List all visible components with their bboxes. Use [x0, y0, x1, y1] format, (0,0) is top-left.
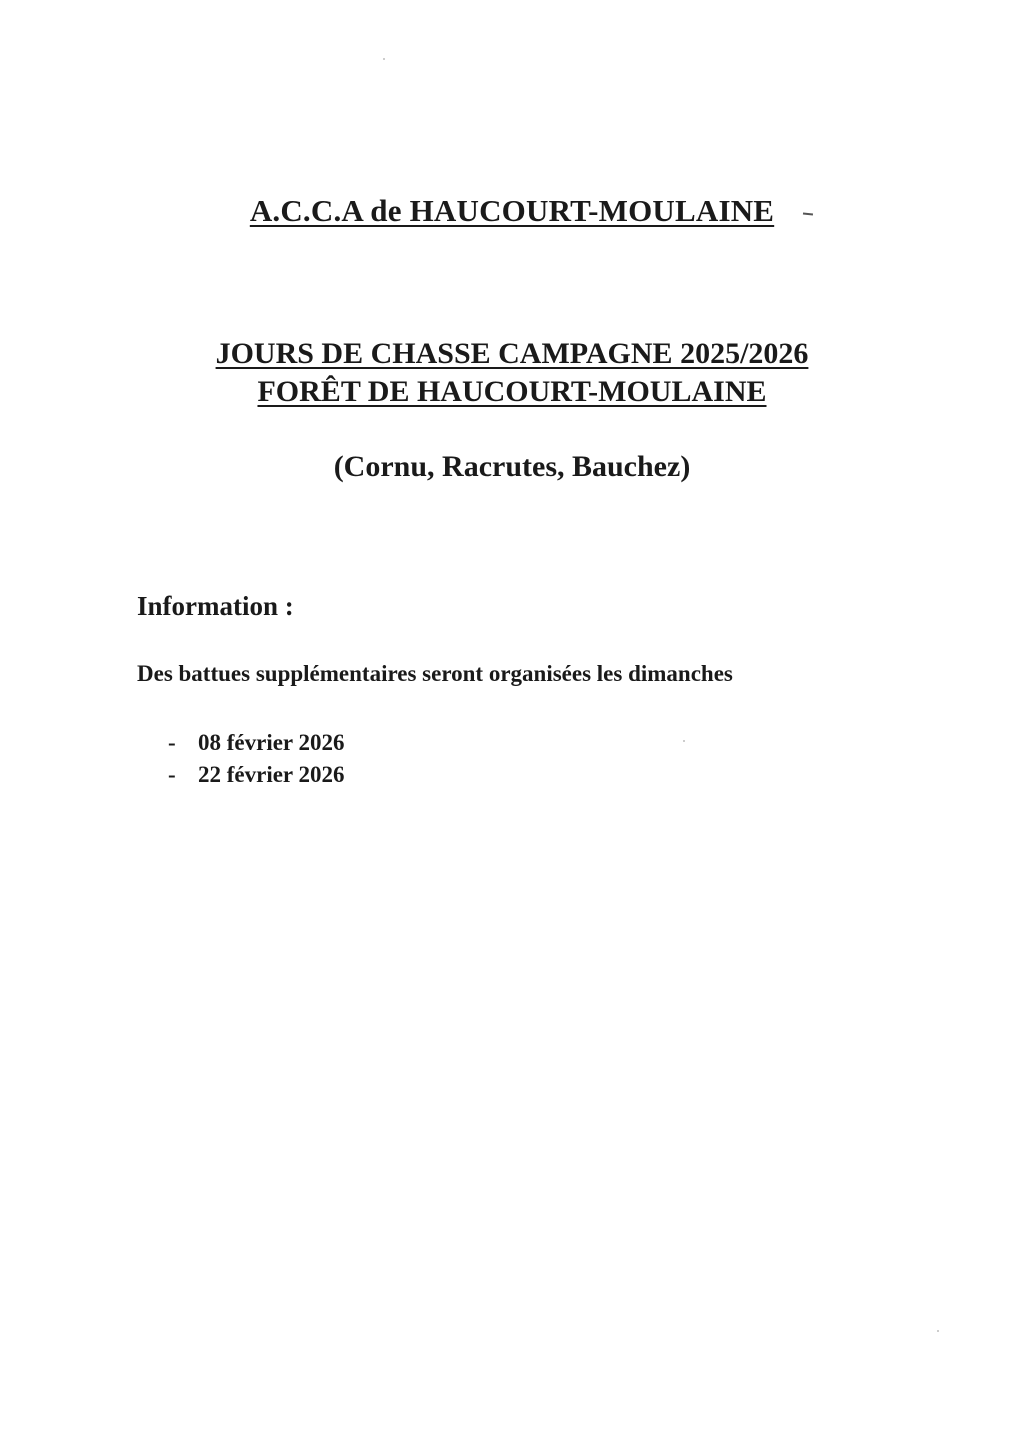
organization-title — [0, 193, 1024, 229]
dates-list — [168, 727, 344, 791]
date-text: 22 février 2026 — [198, 762, 345, 787]
list-item — [168, 727, 344, 759]
season-title-text: JOURS DE CHASSE CAMPAGNE 2025/2026 — [215, 337, 809, 370]
scan-speck — [937, 1330, 939, 1332]
scan-speck — [383, 58, 385, 60]
information-heading: Information : — [137, 591, 294, 621]
organization-title-text: A.C.C.A de HAUCOURT-MOULAINE — [249, 193, 775, 228]
forest-title-text: FORÊT DE HAUCOURT-MOULAINE — [257, 375, 767, 408]
season-title — [0, 337, 1024, 371]
bullet-dash: - — [168, 762, 176, 787]
list-item — [168, 759, 344, 791]
information-text: Des battues supplémentaires seront organisées les dimanches — [137, 661, 733, 686]
forest-title — [0, 375, 1024, 409]
bullet-dash: - — [168, 730, 176, 755]
date-text: 08 février 2026 — [198, 730, 345, 755]
scan-speck — [683, 740, 685, 742]
locations-subtitle: (Cornu, Racrutes, Bauchez) — [333, 450, 691, 483]
